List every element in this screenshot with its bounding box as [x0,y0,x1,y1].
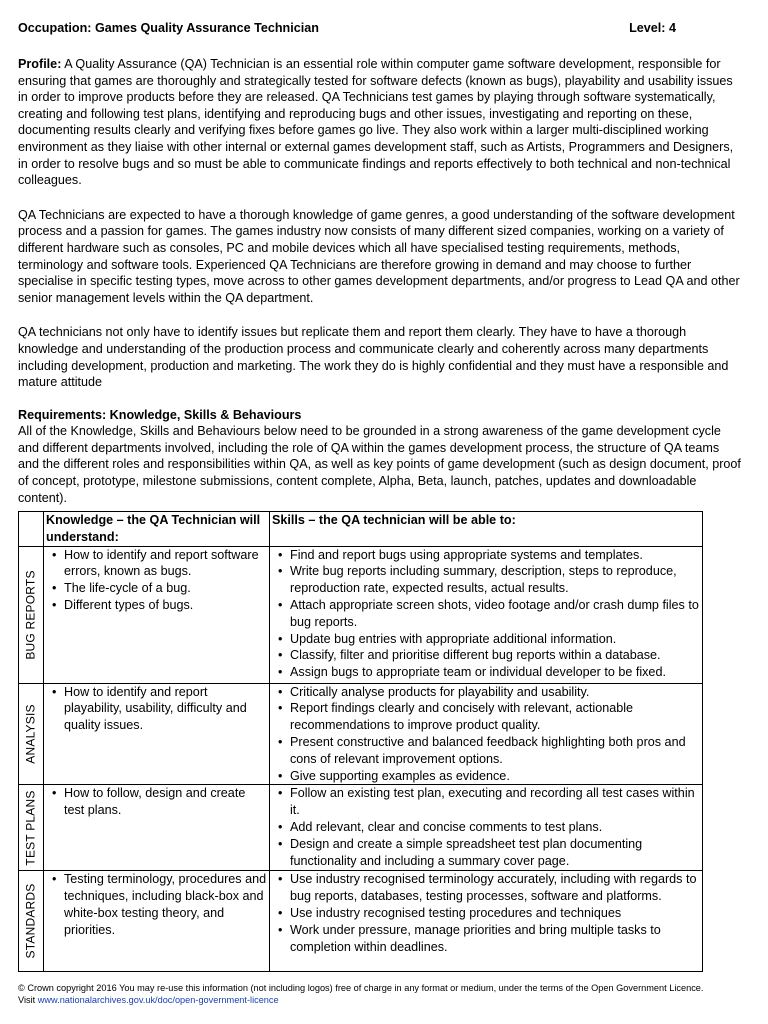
profile-paragraph-1 [18,56,742,189]
row-category-cell [19,871,44,972]
row-category-label: TEST PLANS [23,790,38,866]
skills-list [272,547,700,681]
ksb-table-body [19,546,703,972]
skills-cell [270,871,703,972]
knowledge-list [46,684,267,734]
table-header-row [19,512,703,547]
table-row [19,546,703,683]
list-item: • Write bug reports including summary, description, steps to reproduce, reproduction rate, expected results, actual results. [290,563,700,597]
table-row [19,785,703,871]
list-item: • Different types of bugs. [64,597,267,614]
list-item: • Give supporting examples as evidence. [290,768,700,785]
list-item: • Present constructive and balanced feedback highlighting both pros and cons of relevant improvement options. [290,734,700,768]
row-category-cell [19,785,44,871]
skills-cell [270,785,703,871]
table-header-empty [19,512,44,547]
occupation-title: Occupation: Games Quality Assurance Technician [18,21,319,35]
table-row [19,683,703,785]
row-category-cell [19,683,44,785]
visit-text: Visit [18,995,38,1005]
list-item: • The life-cycle of a bug. [64,580,267,597]
list-item: • Follow an existing test plan, executing and recording all test cases within it. [290,785,700,819]
list-item: • Add relevant, clear and concise comments to test plans. [290,819,700,836]
document-header [18,20,742,38]
knowledge-list [46,871,267,938]
skills-cell [270,546,703,683]
skills-list [272,871,700,955]
list-item: • Use industry recognised terminology accurately, including with regards to bug reports, databases, testing processes, software and platforms. [290,871,700,905]
list-item: • Find and report bugs using appropriate systems and templates. [290,547,700,564]
knowledge-cell [44,683,270,785]
profile-label: Profile: [18,57,62,71]
row-category-label: BUG REPORTS [23,569,38,660]
list-item: • Work under pressure, manage priorities and bring multiple tasks to completion within deadlines. [290,922,700,956]
document-page [18,20,742,959]
profile-text-1: A Quality Assurance (QA) Technician is an essential role within computer game software development, responsible for ensuring that games are thoroughly and strategically tested for software defects (known as bugs), playability and usability issues in order to improve products before they are released. QA Technicians test games by playing through software systematically, creating and following test plans, identifying and reproducing bugs and other issues, investigating and reporting on these, documenting results clearly and verifying fixes before games go live. They also work within a larger multi-disciplined working environment as they liaise with other internal or external games development staff, such as Artists, Programmers and Designers, in order to resolve bugs and so must be able to communicate findings and reports effectively to both technical and non-technical colleagues. [18,57,734,188]
list-item: • How to identify and report playability, usability, difficulty and quality issues. [64,684,267,734]
knowledge-list [46,785,267,819]
profile-paragraph-3: QA technicians not only have to identify issues but replicate them and report them clearly. They have to have a thorough knowledge and understanding of the production process and communicate clearly and coherently across many departments including development, production and marketing. The work they do is highly confidential and they must have a responsible and mature attitude [18,325,729,390]
knowledge-cell [44,871,270,972]
ksb-table [18,511,703,972]
level-label: Level: 4 [629,21,676,35]
knowledge-cell [44,546,270,683]
list-item: • Critically analyse products for playability and usability. [290,684,700,701]
requirements-title: Requirements: Knowledge, Skills & Behaviours [18,407,302,422]
list-item: • Assign bugs to appropriate team or individual developer to be fixed. [290,664,700,681]
row-category-label: ANALYSIS [23,704,38,764]
profile-paragraph-2: QA Technicians are expected to have a thorough knowledge of game genres, a good understanding of the software development process and a passion for games. The games industry now consists of many different sized companies, working on a variety of different hardware such as consoles, PC and mobile devices which all have specialised testing requirements, methods, terminology and software tools. Experienced QA Technicians are therefore growing in demand and may choose to further specialise in specific testing types, move across to other games development departments, and/or progress to Lead QA and other senior management levels within the QA department. [18,207,740,305]
skills-cell [270,683,703,785]
list-item: • Attach appropriate screen shots, video footage and/or crash dump files to bug reports. [290,597,700,631]
list-item: • Update bug entries with appropriate additional information. [290,631,700,648]
skills-list [272,785,700,869]
list-item: • Report findings clearly and concisely with relevant, actionable recommendations to improve product quality. [290,700,700,734]
list-item: • Classify, filter and prioritise different bug reports within a database. [290,647,700,664]
list-item: • How to follow, design and create test plans. [64,785,267,819]
row-category-label: STANDARDS [23,883,38,959]
list-item: • How to identify and report software errors, known as bugs. [64,547,267,581]
copyright-footer [18,982,748,1006]
table-row [19,871,703,972]
requirements-intro: All of the Knowledge, Skills and Behaviours below need to be grounded in a strong awareness of the game development cycle and different departments involved, including the role of QA within the games development process, the structure of QA teams and the different roles and responsibilities within QA, as well as key points of game development (such as design document, proof of concept, prototype, milestone submissions, content complete, Alpha, Beta, launch, patches, updates and downloadable content). [18,424,741,505]
knowledge-cell [44,785,270,871]
licence-link[interactable]: www.nationalarchives.gov.uk/doc/open-government-licence [37,995,279,1005]
row-category-cell [19,546,44,683]
list-item: • Design and create a simple spreadsheet test plan documenting functionality and including a summary cover page. [290,836,700,870]
skills-header: Skills – the QA technician will be able to: [270,512,703,547]
knowledge-list [46,547,267,614]
list-item: • Testing terminology, procedures and techniques, including black-box and white-box testing theory, and priorities. [64,871,267,938]
licence-line [18,994,748,1006]
knowledge-header: Knowledge – the QA Technician will understand: [44,512,270,547]
copyright-line: © Crown copyright 2016 You may re-use this information (not including logos) free of charge in any format or medium, under the terms of the Open Government Licence. [18,983,704,993]
list-item: • Use industry recognised testing procedures and techniques [290,905,700,922]
skills-list [272,684,700,785]
